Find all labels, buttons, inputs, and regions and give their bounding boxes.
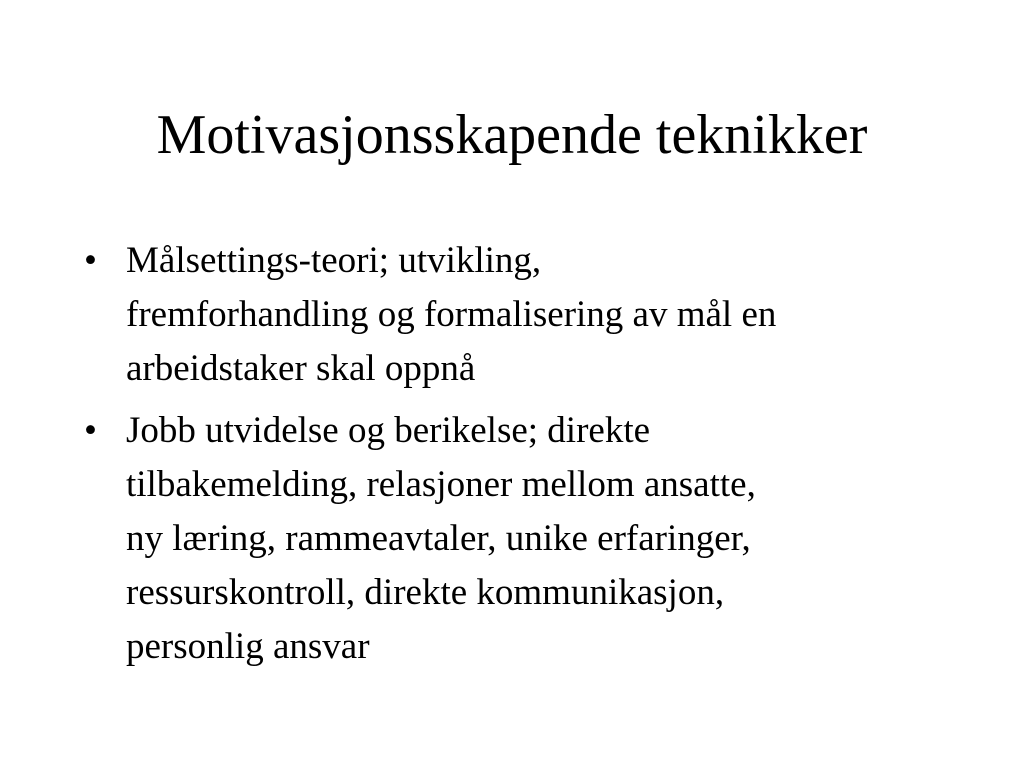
bullet-2-line-1: Jobb utvidelse og berikelse; direkte [126, 410, 651, 451]
bullet-2-line-3: ny læring, rammeavtaler, unike erfaringer, [126, 518, 751, 559]
bullet-2-line-4: ressurskontroll, direkte kommunikasjon, [126, 572, 725, 613]
bullet-1-line-2: fremforhandling og formalisering av mål en [126, 294, 777, 335]
bullet-icon: • [84, 240, 97, 281]
bullet-icon: • [84, 410, 97, 451]
bullet-1-line-1: Målsettings-teori; utvikling, [126, 240, 542, 281]
bullet-1-line-3: arbeidstaker skal oppnå [126, 348, 476, 389]
bullet-2-line-2: tilbakemelding, relasjoner mellom ansatte, [126, 464, 756, 505]
bullet-2-line-5: personlig ansvar [126, 626, 370, 667]
bullet-list [84, 234, 944, 682]
slide-title: Motivasjonsskapende teknikker [156, 104, 868, 166]
bullet-item-2 [84, 404, 944, 674]
bullet-item-1 [84, 234, 944, 396]
